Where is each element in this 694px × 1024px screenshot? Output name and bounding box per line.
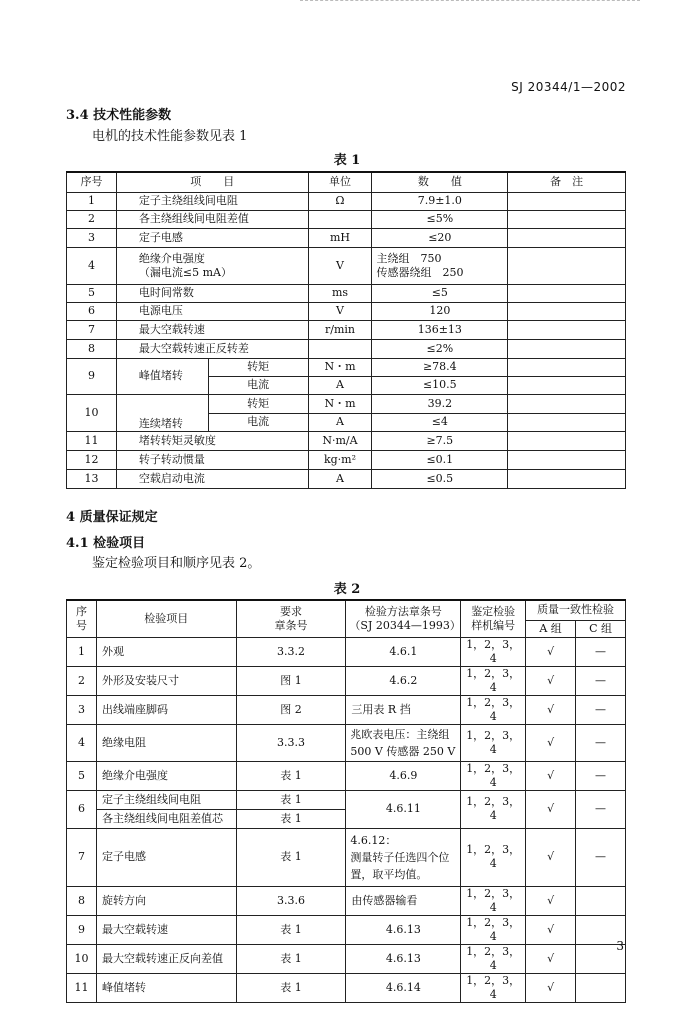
row-no: 8	[67, 886, 97, 915]
row-subitem: 转矩	[208, 358, 308, 376]
section-4-1-heading: 4.1 检验项目	[66, 536, 146, 551]
section-3-4-intro: 电机的技术性能参数见表 1	[92, 129, 248, 144]
row-value: ≤0.5	[372, 469, 508, 488]
row-value: ≥78.4	[372, 358, 508, 376]
row-item: 定子电感	[96, 828, 236, 886]
header-sample	[461, 600, 526, 637]
row-no: 11	[67, 431, 117, 450]
row-subitem: 电流	[208, 413, 308, 431]
row-value: ≤5%	[372, 210, 508, 228]
row-item: 外观	[96, 637, 236, 666]
table-row	[67, 247, 626, 284]
row-sample: 1，2，3，4	[461, 944, 526, 973]
row-remark	[508, 247, 626, 284]
row-method: 4.6.14	[346, 973, 461, 1002]
table-row	[67, 450, 626, 469]
row-no: 7	[67, 320, 117, 339]
row-qc-a: √	[526, 666, 576, 695]
table1-header-row	[67, 172, 626, 192]
header-requirement-line1: 要求	[280, 604, 303, 618]
table-row	[67, 724, 626, 761]
row-sample: 1，2，3，4	[461, 666, 526, 695]
row-method: 4.6.9	[346, 761, 461, 790]
row-value	[372, 247, 508, 284]
row-method: 4.6.1	[346, 637, 461, 666]
row-no: 7	[67, 828, 97, 886]
row-item: 最大空载转速正反向差值	[96, 944, 236, 973]
row-method	[346, 828, 461, 886]
row-requirement: 表 1	[236, 944, 346, 973]
section-4-heading: 4 质量保证规定	[66, 510, 158, 525]
row-no: 12	[67, 450, 117, 469]
row-qc-a: √	[526, 973, 576, 1002]
row-unit: mH	[308, 228, 372, 247]
row-qc-a: √	[526, 790, 576, 828]
row-item: 峰值堵转	[116, 358, 208, 394]
row-value: 136±13	[372, 320, 508, 339]
table-row	[67, 828, 626, 886]
row-no: 8	[67, 339, 117, 358]
table2-caption: 表 2	[333, 582, 361, 597]
row-qc-a: √	[526, 886, 576, 915]
row-no: 9	[67, 915, 97, 944]
row-remark	[508, 339, 626, 358]
row-unit: ms	[308, 284, 372, 302]
header-remark: 备 注	[508, 172, 626, 192]
header-qc-c: C 组	[576, 620, 626, 637]
header-sample-line2: 样机编号	[471, 618, 516, 632]
table2	[66, 599, 626, 1003]
row-method-line2: 测量转子任选四个位	[350, 850, 450, 864]
row-no: 4	[67, 247, 117, 284]
row-unit: N・m	[308, 394, 372, 413]
row-remark	[508, 320, 626, 339]
row-unit: Ω	[308, 192, 372, 210]
row-sample: 1，2，3，4	[461, 637, 526, 666]
table-row	[67, 666, 626, 695]
row-sample: 1，2，3，4	[461, 915, 526, 944]
table-row	[67, 358, 626, 376]
row-unit	[308, 210, 372, 228]
section-4-1-intro: 鉴定检验项目和顺序见表 2。	[92, 556, 261, 571]
row-remark	[508, 431, 626, 450]
row-item-line2: （漏电流≤5 mA）	[138, 265, 232, 279]
row-item: 外形及安装尺寸	[96, 666, 236, 695]
table-row	[67, 339, 626, 358]
row-no: 1	[67, 637, 97, 666]
row-method-line1: 兆欧表电压：主绕组	[350, 727, 450, 741]
row-sample: 1，2，3，4	[461, 828, 526, 886]
row-method: 由传感器输看	[346, 886, 461, 915]
row-method: 4.6.2	[346, 666, 461, 695]
row-value: ≥7.5	[372, 431, 508, 450]
row-value-line2: 传感器绕组 250	[376, 265, 464, 279]
row-remark	[508, 358, 626, 376]
header-no-line1: 序	[75, 604, 87, 618]
table-row	[67, 695, 626, 724]
scan-artifact-line	[300, 0, 640, 2]
row-requirement: 表 1	[236, 761, 346, 790]
row-no: 6	[67, 302, 117, 320]
row-no: 10	[67, 394, 117, 431]
row-value: ≤2%	[372, 339, 508, 358]
row-value: ≤10.5	[372, 376, 508, 394]
row-sample: 1，2，3，4	[461, 790, 526, 828]
table-row	[67, 228, 626, 247]
row-qc-c: —	[576, 761, 626, 790]
row-subitem: 转矩	[208, 394, 308, 413]
header-qc-a: A 组	[526, 620, 576, 637]
row-requirement: 3.3.6	[236, 886, 346, 915]
header-no	[67, 600, 97, 637]
row-unit: r/min	[308, 320, 372, 339]
row-requirement: 3.3.3	[236, 724, 346, 761]
header-item: 项 目	[116, 172, 308, 192]
row-item: 转子转动惯量	[116, 450, 308, 469]
table1	[66, 171, 626, 489]
table-row	[67, 637, 626, 666]
row-item	[116, 247, 308, 284]
row-requirement: 表 1	[236, 790, 346, 809]
row-sample: 1，2，3，4	[461, 973, 526, 1002]
row-remark	[508, 192, 626, 210]
row-remark	[508, 376, 626, 394]
row-qc-a: √	[526, 637, 576, 666]
row-method: 三用表 R 挡	[346, 695, 461, 724]
row-remark	[508, 228, 626, 247]
row-item: 电源电压	[116, 302, 308, 320]
table-row	[67, 469, 626, 488]
row-no: 2	[67, 666, 97, 695]
row-unit: V	[308, 247, 372, 284]
row-remark	[508, 413, 626, 431]
row-item: 最大空载转速正反转差	[116, 339, 308, 358]
row-requirement: 3.3.2	[236, 637, 346, 666]
table-row	[67, 915, 626, 944]
row-item: 出线端座脚码	[96, 695, 236, 724]
row-unit: A	[308, 469, 372, 488]
row-item: 堵转转矩灵敏度	[116, 431, 308, 450]
row-no: 5	[67, 284, 117, 302]
standard-number: SJ 20344/1—2002	[511, 80, 626, 94]
row-qc-a: √	[526, 761, 576, 790]
row-method	[346, 724, 461, 761]
row-item-line1: 绝缘介电强度	[138, 251, 205, 265]
table-row	[67, 192, 626, 210]
row-item: 最大空载转速	[96, 915, 236, 944]
row-no: 13	[67, 469, 117, 488]
row-qc-a: √	[526, 695, 576, 724]
row-item: 各主绕组线间电阻差值芯	[96, 809, 236, 828]
row-item: 绝缘电阻	[96, 724, 236, 761]
row-item: 定子主绕组线间电阻	[96, 790, 236, 809]
row-item: 旋转方向	[96, 886, 236, 915]
row-remark	[508, 284, 626, 302]
header-unit: 单位	[308, 172, 372, 192]
row-item: 最大空载转速	[116, 320, 308, 339]
row-sample: 1，2，3，4	[461, 724, 526, 761]
row-item: 空载启动电流	[116, 469, 308, 488]
row-qc-c: —	[576, 790, 626, 828]
row-item: 电时间常数	[116, 284, 308, 302]
row-sample: 1，2，3，4	[461, 886, 526, 915]
row-no: 3	[67, 228, 117, 247]
row-no: 9	[67, 358, 117, 394]
header-qc: 质量一致性检验	[526, 600, 626, 620]
row-method-line1: 4.6.12：	[350, 833, 397, 847]
row-value: 120	[372, 302, 508, 320]
row-item: 连续堵转	[116, 394, 208, 431]
header-requirement	[236, 600, 346, 637]
header-requirement-line2: 章条号	[274, 618, 308, 632]
row-requirement: 表 1	[236, 828, 346, 886]
row-qc-c	[576, 886, 626, 915]
table-row	[67, 973, 626, 1002]
row-value: ≤4	[372, 413, 508, 431]
header-no-line2: 号	[75, 618, 87, 632]
row-requirement: 图 2	[236, 695, 346, 724]
row-value-line1: 主绕组 750	[376, 251, 442, 265]
row-item: 各主绕组线间电阻差值	[116, 210, 308, 228]
row-qc-a: √	[526, 944, 576, 973]
table-row	[67, 320, 626, 339]
row-remark	[508, 450, 626, 469]
table-row	[67, 886, 626, 915]
row-no: 3	[67, 695, 97, 724]
header-item: 检验项目	[96, 600, 236, 637]
row-sample: 1，2，3，4	[461, 761, 526, 790]
row-unit: N·m/A	[308, 431, 372, 450]
row-qc-c: —	[576, 828, 626, 886]
row-qc-a: √	[526, 724, 576, 761]
row-value: ≤20	[372, 228, 508, 247]
row-unit	[308, 339, 372, 358]
row-sample: 1，2，3，4	[461, 695, 526, 724]
table-row	[67, 284, 626, 302]
row-unit: kg·m²	[308, 450, 372, 469]
row-method-line2: 500 V 传感器 250 V	[350, 744, 456, 758]
row-subitem: 电流	[208, 376, 308, 394]
header-method-line1: 检验方法章条号	[364, 604, 442, 618]
section-3-4-heading: 3.4 技术性能参数	[66, 108, 172, 123]
row-requirement: 表 1	[236, 915, 346, 944]
row-no: 11	[67, 973, 97, 1002]
table-row	[67, 790, 626, 809]
row-qc-a: √	[526, 828, 576, 886]
row-unit: A	[308, 413, 372, 431]
row-method: 4.6.13	[346, 944, 461, 973]
table-row	[67, 761, 626, 790]
table-row	[67, 394, 626, 413]
row-no: 5	[67, 761, 97, 790]
row-qc-c: —	[576, 724, 626, 761]
row-method: 4.6.11	[346, 790, 461, 828]
row-value: 39.2	[372, 394, 508, 413]
row-requirement: 表 1	[236, 809, 346, 828]
table1-caption: 表 1	[333, 153, 361, 168]
table-row	[67, 210, 626, 228]
row-item: 峰值堵转	[96, 973, 236, 1002]
row-no: 4	[67, 724, 97, 761]
row-unit: A	[308, 376, 372, 394]
header-no: 序号	[67, 172, 117, 192]
row-value: 7.9±1.0	[372, 192, 508, 210]
row-requirement: 表 1	[236, 973, 346, 1002]
row-unit: V	[308, 302, 372, 320]
row-item: 绝缘介电强度	[96, 761, 236, 790]
header-method	[346, 600, 461, 637]
row-remark	[508, 394, 626, 413]
row-no: 1	[67, 192, 117, 210]
table-row	[67, 302, 626, 320]
row-value: ≤5	[372, 284, 508, 302]
header-value: 数 值	[372, 172, 508, 192]
row-item: 定子电感	[116, 228, 308, 247]
page-number: 3	[616, 939, 624, 953]
header-sample-line1: 鉴定检验	[471, 604, 516, 618]
table-row	[67, 431, 626, 450]
row-method: 4.6.13	[346, 915, 461, 944]
row-unit: N・m	[308, 358, 372, 376]
row-item: 定子主绕组线间电阻	[116, 192, 308, 210]
row-no: 2	[67, 210, 117, 228]
row-qc-c	[576, 973, 626, 1002]
row-no: 10	[67, 944, 97, 973]
table2-header-row-1	[67, 600, 626, 620]
header-method-line2: （SJ 20344—1993）	[349, 618, 461, 632]
row-method-line3: 置，取平均值。	[350, 867, 428, 881]
row-qc-c: —	[576, 695, 626, 724]
row-requirement: 图 1	[236, 666, 346, 695]
row-remark	[508, 302, 626, 320]
table-row	[67, 944, 626, 973]
row-qc-c: —	[576, 637, 626, 666]
row-qc-c: —	[576, 666, 626, 695]
row-no: 6	[67, 790, 97, 828]
row-remark	[508, 469, 626, 488]
row-value: ≤0.1	[372, 450, 508, 469]
row-qc-a: √	[526, 915, 576, 944]
row-remark	[508, 210, 626, 228]
